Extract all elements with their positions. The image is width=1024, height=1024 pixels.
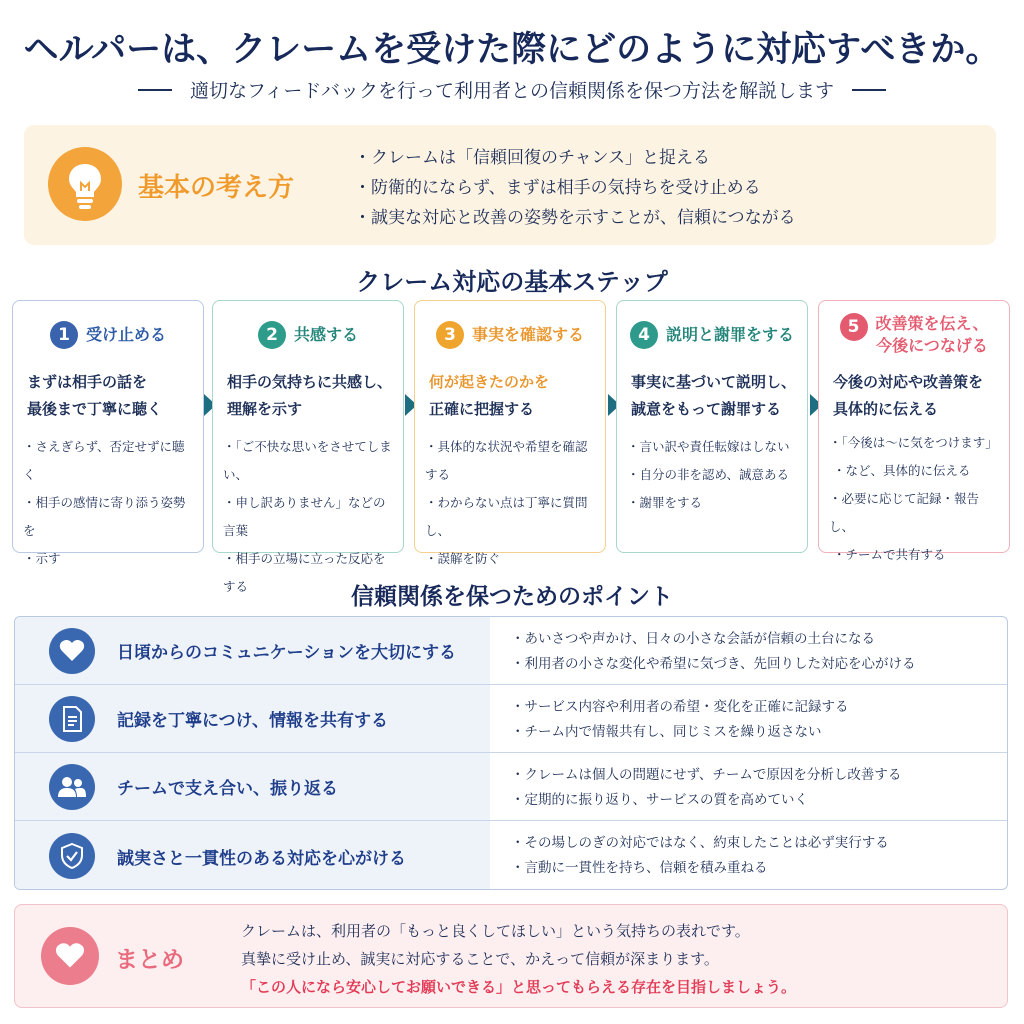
step-number-badge: 4 [630, 321, 658, 349]
list-item: ・ 必要に応じて記録・報告し、 [829, 485, 1003, 541]
point-row [15, 685, 1007, 753]
step-bullets [627, 433, 801, 517]
point-row [15, 617, 1007, 685]
step-label: 受け止める [85, 325, 166, 344]
step-lead-line: 理解を示す [227, 400, 303, 418]
basic-concept-list [354, 143, 796, 233]
summary-highlight: 「この人になら安心してお願いできる」と思ってもらえる存在を目指しましょう。 [241, 978, 797, 996]
point-bullets [511, 831, 889, 881]
step-card-3 [414, 300, 606, 566]
list-item: ・ 言い訳や責任転嫁はしない [627, 433, 801, 461]
step-label-line: 今後につなげる [876, 336, 988, 355]
step-bullets [425, 433, 599, 573]
summary-line: 真摯に受け止め、誠実に対応することで、かえって信頼が深まります。 [241, 950, 719, 968]
step-bullets [829, 429, 1003, 569]
point-title: 日頃からのコミュニケーションを大切にする [117, 643, 456, 663]
step-lead [833, 369, 1001, 423]
points-table [14, 616, 1008, 890]
step-card-4 [616, 300, 808, 553]
point-title: 記録を丁寧につけ、情報を共有する [117, 711, 388, 731]
step-bullets [223, 433, 397, 601]
list-item: ・ 相手の感情に寄り添う姿勢を [23, 489, 197, 545]
page-subtitle [0, 76, 1024, 103]
step-lead [27, 369, 195, 423]
step-number-badge: 2 [258, 321, 286, 349]
list-item: ・ クレームは「信頼回復のチャンス」と捉える [354, 143, 796, 173]
step-card-1 [12, 300, 204, 566]
divider [852, 89, 886, 91]
basic-concept-panel [24, 125, 996, 245]
list-item: ・ チームで共有する [829, 541, 1003, 569]
point-row [15, 821, 1007, 890]
point-title: 誠実さと一貫性のある対応を心がける [117, 848, 406, 869]
steps-heading: クレーム対応の基本ステップ [356, 268, 668, 296]
page-title: ヘルパーは、クレームを受けた際にどのように対応すべきか。 [23, 30, 1001, 70]
step-lead-line: 事実に基づいて説明し、 [631, 373, 797, 391]
step-number-badge: 1 [50, 321, 78, 349]
summary-panel [14, 904, 1008, 1008]
list-item: ・ チーム内で情報共有し、同じミスを繰り返さない [511, 720, 849, 745]
divider [138, 89, 172, 91]
summary-text [241, 917, 796, 1001]
step-lead-line: 最後まで丁寧に聴く [27, 400, 163, 418]
step-label-line: 改善策を伝え、 [875, 314, 989, 333]
step-label [876, 313, 989, 357]
step-lead-line: 相手の気持ちに共感し、 [227, 373, 393, 391]
list-item: ・ など、具体的に伝える [829, 457, 1003, 485]
step-lead [429, 369, 597, 423]
subtitle-text: 適切なフィードバックを行って利用者との信頼関係を保つ方法を解説します [189, 80, 835, 102]
point-bullets [511, 695, 849, 745]
point-row [15, 753, 1007, 821]
step-lead-line: 何が起きたのかを [429, 373, 550, 391]
list-item: ・ 「今後は〜に気をつけます」 [829, 429, 1003, 457]
step-lead-line: 正確に把握する [429, 400, 535, 418]
list-item: ・ 防衛的にならず、まずは相手の気持ちを受け止める [354, 173, 796, 203]
step-label: 事実を確認する [471, 325, 584, 344]
list-item: ・ 謝罪をする [627, 489, 801, 517]
step-label: 共感する [293, 325, 358, 344]
summary-line: クレームは、利用者の「もっと良くしてほしい」という気持ちの表れです。 [241, 922, 750, 940]
step-lead [631, 369, 799, 423]
list-item: ・ 「ご不快な思いをさせてしまい、 [223, 433, 397, 489]
lightbulb-icon [48, 147, 122, 221]
list-item: ・ 相手の立場に立った反応をする [223, 545, 397, 601]
points-heading: 信頼関係を保つためのポイント [351, 584, 673, 610]
list-item: ・ サービス内容や利用者の希望・変化を正確に記録する [511, 695, 849, 720]
step-number-badge: 5 [840, 313, 868, 341]
step-lead-line: 今後の対応や改善策を [833, 373, 984, 391]
step-card-5 [818, 300, 1010, 562]
shield-check-icon [49, 833, 95, 879]
point-bullets [511, 627, 915, 677]
list-item: ・ さえぎらず、否定せずに聴く [23, 433, 197, 489]
step-lead-line: 誠意をもって謝罪する [631, 400, 782, 418]
step-card-2 [212, 300, 404, 594]
list-item: ・ クレームは個人の問題にせず、チームで原因を分析し改善する [511, 763, 901, 788]
point-bullets [511, 763, 901, 813]
list-item: ・ 自分の非を認め、誠意ある [627, 461, 801, 489]
list-item: ・ 言動に一貫性を持ち、信頼を積み重ねる [511, 856, 889, 881]
point-title: チームで支え合い、振り返る [117, 779, 338, 799]
list-item: ・ その場しのぎの対応ではなく、約束したことは必ず実行する [511, 831, 889, 856]
basic-concept-title: 基本の考え方 [138, 173, 295, 203]
list-item: ・ 定期的に振り返り、サービスの質を高めていく [511, 788, 901, 813]
list-item: ・ 利用者の小さな変化や希望に気づき、先回りした対応を心がける [511, 652, 915, 677]
team-icon [49, 764, 95, 810]
step-lead-line: 具体的に伝える [833, 400, 939, 418]
step-number-badge: 3 [436, 321, 464, 349]
list-item: ・ 具体的な状況や希望を確認する [425, 433, 599, 489]
list-item: ・ 誤解を防ぐ [425, 545, 599, 573]
list-item: ・ わからない点は丁寧に質問し、 [425, 489, 599, 545]
step-lead [227, 369, 395, 423]
step-label: 説明と謝罪をする [665, 325, 794, 344]
list-item: ・ 誠実な対応と改善の姿勢を示すことが、信頼につながる [354, 203, 796, 233]
document-icon [49, 696, 95, 742]
list-item: ・ あいさつや声かけ、日々の小さな会話が信頼の土台になる [511, 627, 915, 652]
step-bullets [23, 433, 197, 573]
heart-icon [49, 628, 95, 674]
step-lead-line: まずは相手の話を [27, 373, 148, 391]
list-item: ・ 示す [23, 545, 197, 573]
summary-title: まとめ [115, 947, 184, 973]
heart-icon [41, 927, 99, 985]
list-item: ・ 申し訳ありません」などの言葉 [223, 489, 397, 545]
